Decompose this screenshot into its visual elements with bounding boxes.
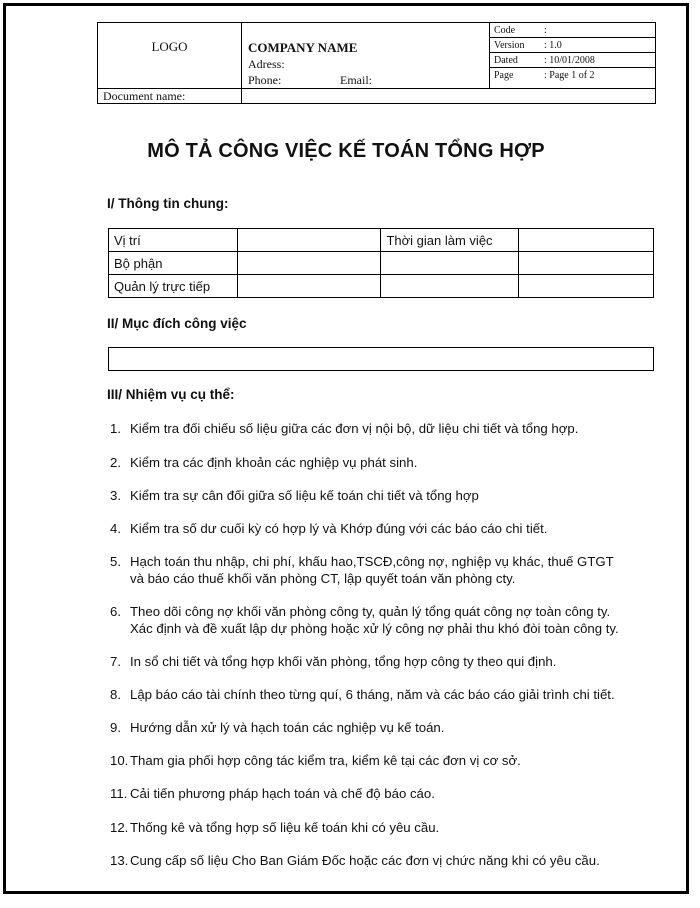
list-item-text: Kiểm tra đối chiếu số liệu giữa các đơn vị nội bộ, dữ liệu chi tiết và tổng hợp. [130,421,579,436]
list-item-number: 3. [110,488,121,503]
list-item-text: Cải tiến phương pháp hạch toán và chế độ báo cáo. [130,786,435,801]
list-item-text: Hướng dẫn xử lý và hạch toán các nghiệp vụ kế toán. [130,720,445,735]
logo-cell [98,23,242,89]
meta-key: Version [494,40,525,51]
list-item-number: 13. [110,853,129,868]
meta-value: : [544,25,547,36]
table-cell [238,252,381,275]
list-item-number: 6. [110,604,121,619]
purpose-box [108,347,654,371]
list-item-number: 5. [110,554,121,569]
list-item-text: Cung cấp số liệu Cho Ban Giám Đốc hoặc các đơn vị chức năng khi có yêu cầu. [130,853,600,868]
table-cell [238,229,381,252]
table-cell: Vị trí [109,229,238,252]
table-cell [381,252,518,275]
document-name-value [242,89,655,103]
meta-row-code [490,23,656,38]
meta-key: Page [494,70,514,81]
list-item-text: Kiểm tra sự cân đối giữa số liệu kế toán chi tiết và tổng hợp [130,488,479,503]
table-cell: Quản lý trực tiếp [109,275,238,298]
table-cell [238,275,381,298]
table-cell: Bộ phận [109,252,238,275]
list-item-text: Kiểm tra số dư cuối kỳ có hợp lý và Khớp đúng với các báo cáo chi tiết. [130,521,548,536]
meta-value: : Page 1 of 2 [544,70,595,81]
list-item-text: In sổ chi tiết và tổng hợp khối văn phòng, tổng hợp công ty theo qui định. [130,654,557,669]
table-cell [518,275,653,298]
company-info-cell [242,23,489,89]
email-label: Email: [340,73,372,87]
document-name-label: Document name: [103,89,186,103]
logo-placeholder: LOGO [151,39,188,54]
meta-row-page [490,68,656,89]
list-item-text: Thống kê và tổng hợp số liệu kế toán khi có yêu cầu. [130,820,440,835]
list-item-number: 1. [110,421,121,436]
meta-key: Code [494,25,516,36]
list-item-text: Kiểm tra các định khoản các nghiệp vụ phát sinh. [130,455,418,470]
table-row [109,275,654,298]
section-heading-general-info: I/ Thông tin chung: [107,196,229,211]
meta-row-dated [490,53,656,68]
meta-value: : 10/01/2008 [544,55,595,66]
list-item-number: 9. [110,720,121,735]
list-item-text: Lập báo cáo tài chính theo từng quí, 6 tháng, năm và các báo cáo giải trình chi tiết. [130,687,615,702]
list-item-text: Tham gia phối hợp công tác kiểm tra, kiểm kê tại các đơn vị cơ sở. [130,753,521,768]
section-heading-tasks: III/ Nhiệm vụ cụ thể: [107,387,235,402]
table-row [109,229,654,252]
list-item-number: 2. [110,455,121,470]
list-item-number: 4. [110,521,121,536]
list-item-text: và báo cáo thuế khối văn phòng CT, lập quyết toán văn phòng cty. [130,571,516,586]
meta-value: : 1.0 [544,40,562,51]
address-label: Adress: [248,57,285,71]
document-header-table [97,22,656,104]
meta-key: Dated [494,55,518,66]
table-row [109,252,654,275]
table-cell [518,229,653,252]
list-item-text: Theo dõi công nợ khối văn phòng công ty, quản lý tổng quát công nợ toàn công ty. [130,604,611,619]
list-item-number: 11. [110,786,128,801]
document-name-cell [98,89,242,103]
phone-label: Phone: [248,73,282,87]
list-item-text: Xác định và đề xuất lập dự phòng hoặc xử lý công nợ phải thu khó đòi toàn công ty. [130,621,619,636]
table-cell [381,275,518,298]
company-name: COMPANY NAME [248,40,358,55]
list-item-number: 8. [110,687,121,702]
list-item-number: 7. [110,654,121,669]
table-cell: Thời gian làm việc [381,229,518,252]
page-title: MÔ TẢ CÔNG VIỆC KẾ TOÁN TỔNG HỢP [147,140,545,162]
section-heading-purpose: II/ Mục đích công việc [107,316,247,331]
list-item-number: 10. [110,753,129,768]
document-meta-cell [489,23,655,89]
document-page [3,3,689,894]
meta-row-version [490,38,656,53]
table-cell [518,252,653,275]
list-item-number: 12. [110,820,129,835]
list-item-text: Hạch toán thu nhập, chi phí, khấu hao,TSCĐ,công nợ, nghiệp vụ khác, thuế GTGT [130,554,614,569]
general-info-table [108,228,654,298]
